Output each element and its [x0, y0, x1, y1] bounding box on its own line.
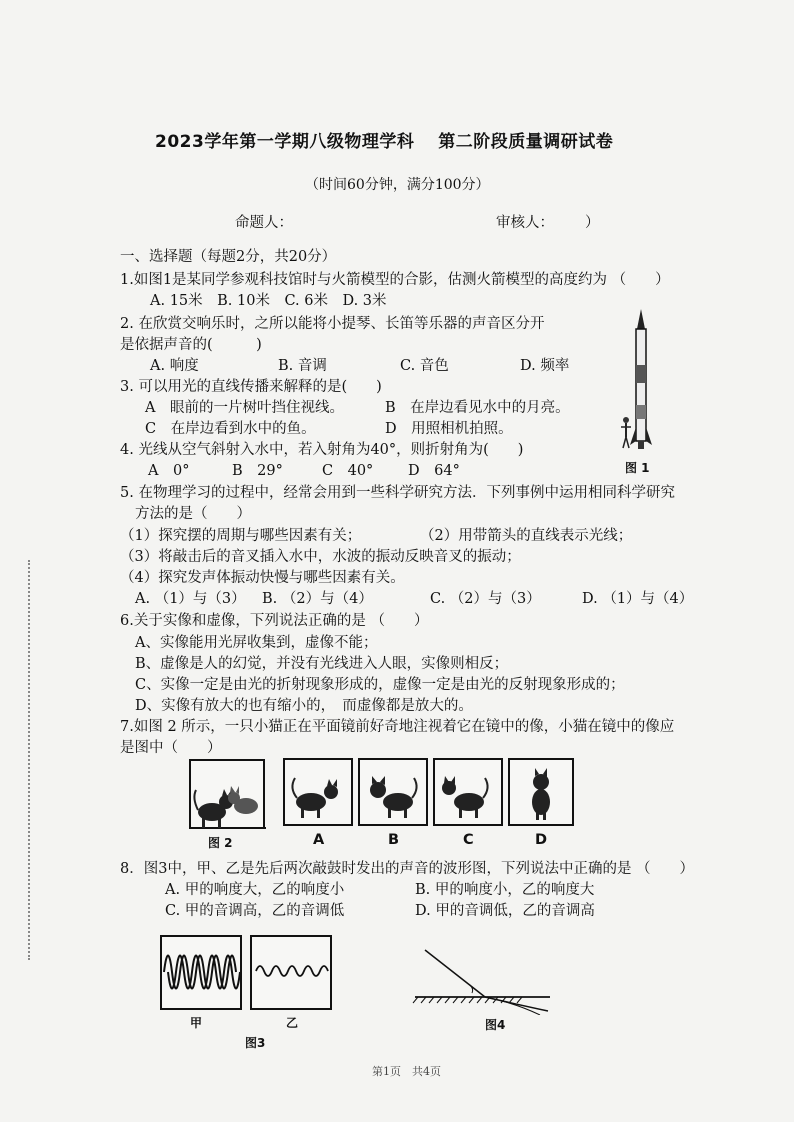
question-4-stem: 4. 光线从空气斜射入水中，若入射角为40°，则折射角为( ): [120, 442, 524, 458]
refraction-figure: [410, 945, 560, 1015]
question-3-stem: 3. 可以用光的直线传播来解释的是( ): [120, 379, 382, 395]
question-5-stem-cont: 方法的是（ ）: [135, 506, 251, 522]
question-5-option-c: C. （2）与（3）: [430, 591, 541, 607]
question-4-option-a: A 0°: [148, 463, 190, 479]
question-7-stem-cont: 是图中（ ）: [120, 740, 222, 756]
question-6-option-a: A、实像能用光屏收集到，虚像不能；: [135, 635, 378, 651]
question-2-option-c: C. 音色: [400, 358, 449, 374]
question-5-item-3: （3）将敲击后的音叉插入水中，水波的振动反映音叉的振动；: [120, 549, 521, 565]
question-6-stem: 6.关于实像和虚像，下列说法正确的是 （ ）: [120, 613, 429, 629]
reviewer-mark: ）: [585, 215, 600, 231]
question-5-item-1: （1）探究摆的周期与哪些因素有关；: [120, 528, 362, 544]
waveform-yi-label: 乙: [286, 1016, 299, 1030]
page-number: 第1页 共4页: [372, 1065, 441, 1078]
question-5-option-b: B. （2）与（4）: [262, 591, 373, 607]
option-d-label: D: [535, 832, 548, 848]
question-2-option-b: B. 音调: [278, 358, 327, 374]
waveform-yi: [250, 935, 332, 1010]
rocket-figure: [616, 305, 666, 455]
question-4-option-c: C 40°: [322, 463, 374, 479]
page-title: 2023学年第一学期八级物理学科 第二阶段质量调研试卷: [155, 132, 614, 152]
reviewer-label: 审核人：: [496, 215, 554, 231]
question-3-option-b: B 在岸边看见水中的月亮。: [385, 400, 570, 416]
author-label: 命题人：: [235, 215, 293, 231]
question-1-options: A. 15米 B. 10米 C. 6米 D. 3米: [150, 293, 387, 309]
question-1-stem: 1.如图1是某同学参观科技馆时与火箭模型的合影，估测火箭模型的高度约为 （ ）: [120, 272, 670, 288]
question-3-option-a: A 眼前的一片树叶挡住视线。: [145, 400, 344, 416]
waveform-jia-label: 甲: [190, 1016, 203, 1030]
question-5-option-a: A. （1）与（3）: [135, 591, 246, 607]
question-6-option-c: C、实像一定是由光的折射现象形成的，虚像一定是由光的反射现象形成的；: [135, 677, 625, 693]
option-c-label: C: [463, 832, 474, 848]
option-c-image: [433, 758, 503, 826]
question-8-option-a: A. 甲的响度大，乙的响度小: [165, 882, 345, 898]
option-d-image: [508, 758, 574, 826]
question-5-item-4: （4）探究发声体振动快慢与哪些因素有关。: [120, 570, 405, 586]
question-8-option-c: C. 甲的音调高，乙的音调低: [165, 903, 345, 919]
figure-3-caption: 图3: [245, 1036, 266, 1050]
question-8-option-b: B. 甲的响度小，乙的响度大: [415, 882, 595, 898]
waveform-jia: [160, 935, 242, 1010]
question-4-option-d: D 64°: [408, 463, 460, 479]
question-3-option-d: D 用照相机拍照。: [385, 421, 513, 437]
question-7-stem: 7.如图 2 所示，一只小猫正在平面镜前好奇地注视着它在镜中的像，小猫在镜中的像应: [120, 719, 675, 735]
question-8-option-d: D. 甲的音调低，乙的音调高: [415, 903, 595, 919]
figure-1-caption: 图 1: [625, 461, 650, 475]
figure-2-caption: 图 2: [208, 836, 233, 850]
question-5-item-2: （2）用带箭头的直线表示光线；: [420, 528, 633, 544]
question-2-stem: 2. 在欣赏交响乐时，之所以能将小提琴、长笛等乐器的声音区分开: [120, 316, 545, 332]
question-6-option-b: B、虚像是人的幻觉，并没有光线进入人眼，实像则相反；: [135, 656, 509, 672]
question-5-option-d: D. （1）与（4）: [582, 591, 694, 607]
cat-mirror-figure: [188, 758, 268, 830]
question-2-stem-cont: 是依据声音的( ): [120, 337, 262, 353]
question-2-option-a: A. 响度: [150, 358, 199, 374]
question-5-stem: 5. 在物理学习的过程中，经常会用到一些科学研究方法．下列事例中运用相同科学研究: [120, 485, 675, 501]
question-2-option-d: D. 频率: [520, 358, 570, 374]
option-a-label: A: [313, 832, 325, 848]
section-heading: 一、选择题（每题2分，共20分）: [120, 249, 337, 265]
question-8-stem: 8．图3中，甲、乙是先后两次敲鼓时发出的声音的波形图，下列说法中正确的是 （ ）: [120, 861, 695, 877]
option-b-label: B: [388, 832, 400, 848]
option-a-image: [283, 758, 353, 826]
binding-line: [28, 560, 31, 960]
question-4-option-b: B 29°: [232, 463, 283, 479]
option-b-image: [358, 758, 428, 826]
exam-subtitle: （时间60分钟，满分100分）: [305, 177, 490, 193]
figure-4-caption: 图4: [485, 1018, 506, 1032]
question-3-option-c: C 在岸边看到水中的鱼。: [145, 421, 316, 437]
question-6-option-d: D、实像有放大的也有缩小的， 而虚像都是放大的。: [135, 698, 473, 714]
